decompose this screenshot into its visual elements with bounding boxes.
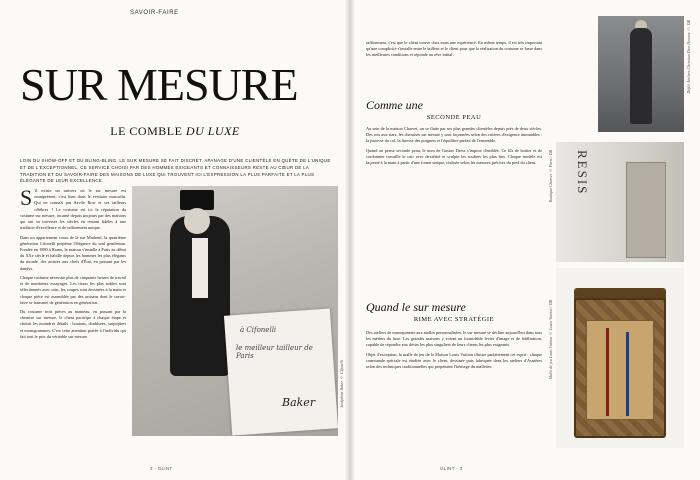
- spine-shadow: [345, 0, 355, 480]
- boutique-sign: RESIS: [575, 150, 590, 196]
- paragraph: [20, 185, 126, 232]
- subtitle-main: LE COMBLE: [110, 124, 183, 138]
- paragraph: Quand on pense seconde peau, le nom de Gustav Dress s'impose d'emblée. Ce fils de bottier et de cordonnier travaille le cuir avec dextérité et sculpte les souliers les plus fins. Chaque modèle est façonné à la main à partir d'une forme unique, réalisée selon les mesures précises du pied du client.: [366, 147, 542, 166]
- photo-credit: Défilé Ateliers Christian Dior Homme © DR: [686, 20, 691, 94]
- boutique-photo: [556, 142, 684, 262]
- intro-paragraph: raffinement, c'est que le client trouve chez nous une expérience. En même temps, il est très important qu'une complicité s'installe entre le tailleur et le client pour que la réalisation du costume se fasse dans les meilleures conditions et réponde au rêve initial.: [366, 40, 542, 58]
- trunk-interior-shape: [586, 320, 654, 420]
- paragraph: Au sein de la maison Charvet, on se flatte par ses plus grandes clientèles depuis près de deux siècles. Des rois aux stars, les chemises sur mesure y sont façonnées selon des critères d'exigence immuables : la justesse du col, la finesse des poignets et l'équilibre parfait de l'ensemble.: [366, 126, 542, 144]
- handwriting: le meilleur tailleur de Paris: [236, 344, 313, 360]
- photo-credit: Malle de jeu Louis Vuitton © Louis Vuitton / DR: [548, 300, 553, 380]
- section-heading-caps: SECONDE PEAU: [426, 114, 482, 121]
- drop-cap: S: [20, 185, 33, 210]
- photo-credit: Joséphine Baker © Cifonelli: [339, 360, 344, 408]
- top-hat-shape: [180, 190, 214, 210]
- photo-credit: Boutique Charvet © Paris / DR: [548, 150, 553, 203]
- paragraph-text: 'il existe un univers où le sur mesure est omniprésent, c'est bien dans le vestiaire masculin. Qui ne connaît pas Savile Row et ses tailleurs célèbres ? Le costume est ici la réputation du costume sur mesure, incarné depuis toujours par des maisons qui ont su traverser les siècles en restant fidèles à une tradition d'excellence et de raffinement unique.: [20, 188, 126, 231]
- door-shape: [626, 162, 666, 258]
- mallet-shape: [626, 332, 629, 416]
- signature: Baker: [282, 396, 316, 409]
- trunk-photo: [556, 268, 684, 448]
- shirt-shape: [192, 238, 208, 298]
- paragraph: Chaque costume nécessite plus de cinquante heures de travail et de nombreux essayages. Les tissus les plus nobles sont sélectionnés avec soin, les coupes sont dessinées à la main et chaque pièce est assemblée par des artisans dont le savoir-faire se transmet de génération en génération.: [20, 274, 126, 305]
- page-number: 2 - GLINT: [150, 466, 173, 471]
- head-shape: [184, 208, 210, 234]
- section-heading-italic: Quand le sur mesure: [366, 300, 466, 314]
- paragraph: Dans un appartement cossu de la rue Marbeuf, la quatrième génération Cifonelli perpétue l'élégance du seul gentleman. Fondée en 1880 à Rome, la maison s'installe à Paris au début du XXe siècle et habille depuis les hommes les plus élégants du monde, des artistes aux chefs d'État, en passant par les dandys.: [20, 234, 126, 271]
- runway-photo: [598, 16, 684, 132]
- main-title: SUR MESURE: [20, 59, 298, 110]
- paragraph: Du costume trois pièces au manteau, en passant par la chemise sur mesure, le client participe à chaque étape et choisit les moindres détails : boutons, doublures, surpiqûres et monogrammes. C'est cette attention portée à l'individu qui fait tout le prix du véritable sur mesure.: [20, 308, 126, 339]
- paragraph: Objet d'exception, la malle de jeu de la Maison Louis Vuitton illustre parfaitement cet esprit : chaque commande spéciale est étudiée avec le client, dessinée puis fabriquée dans les ateliers d'Asnières selon des techniques traditionnelles qui perpétuent l'héritage du malletier.: [366, 351, 542, 370]
- section-heading-caps: RIME AVEC STRATÉGIE: [413, 316, 495, 323]
- mallet-shape: [606, 328, 609, 416]
- handwriting: à Cifonelli: [240, 326, 277, 334]
- right-text-column-2: [366, 330, 542, 373]
- right-text-column-1: [366, 126, 542, 169]
- portrait-photo: [132, 186, 338, 436]
- model-suit-shape: [630, 28, 652, 124]
- left-text-column: [20, 185, 126, 343]
- lead-paragraph: LOIN DU SHOW-OFF ET DU BLING-BLING, LE SUR MESURE SE FAIT DISCRET. APANAGE D'UNE CLIENTÈLE EN QUÊTE DE L'UNIQUE ET DE L'EXCEPTIONNEL, CE SERVICE CHOISI PAR DES HOMMES EXIGEANTS ET CONNAISSEURS RESTE AU CŒUR DE LA TRADITION ET DU SAVOIR-FAIRE DES MAISONS DE LUXE QUI TROUVENT ICI L'EXPRESSION LA PLUS PARFAITE ET LA PLUS ÉLÉGANTE DE LEUR EXCELLENCE.: [20, 158, 331, 184]
- section-heading-italic: Comme une: [366, 98, 423, 112]
- section-label: SAVOIR-FAIRE: [130, 10, 179, 16]
- paragraph: Des ateliers de maroquinerie aux malles personnalisées, le sur mesure se décline aujourd'hui dans tous les métiers du luxe. Les grandes maisons y voient un formidable levier d'image et de fidélisation, capable de répondre aux désirs les plus singuliers de leurs clients les plus exigeants.: [366, 330, 542, 348]
- subtitle-italic: DU LUXE: [185, 124, 240, 138]
- page-number: GLINT - 3: [440, 466, 463, 471]
- right-page: [350, 0, 700, 480]
- subtitle: [0, 124, 350, 139]
